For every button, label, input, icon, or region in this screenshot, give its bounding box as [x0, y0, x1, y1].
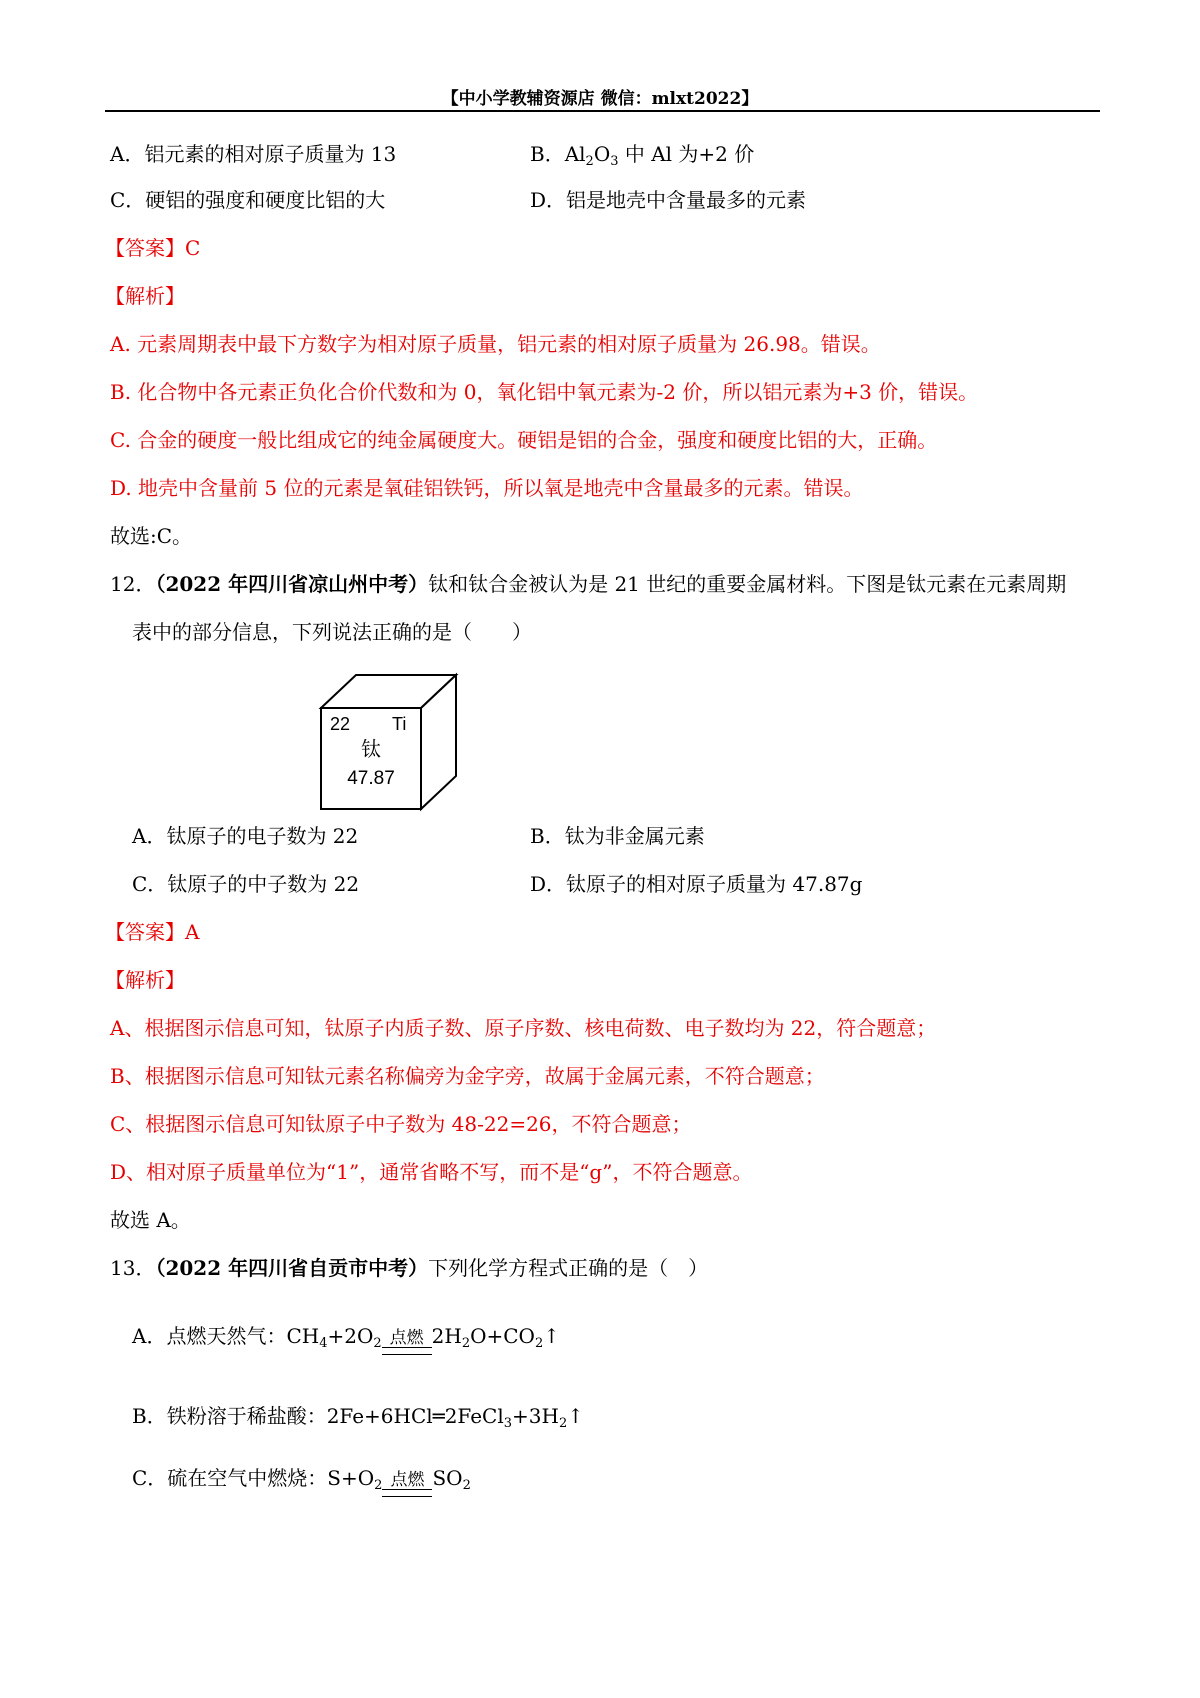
element-name: 钛 [361, 737, 381, 761]
q11-answer: 【答案】C [105, 236, 201, 260]
q12-analysis-title: 【解析】 [105, 968, 185, 992]
q12-stem-line1: 12．（2022 年四川省凉山州中考）钛和钛合金被认为是 21 世纪的重要金属材料。下图是钛元素在元素周期 [110, 572, 1067, 596]
q12-analysis-line: B、根据图示信息可知钛元素名称偏旁为金字旁，故属于金属元素，不符合题意； [110, 1064, 825, 1088]
q12-analysis-line: C、根据图示信息可知钛原子中子数为 48-22=26，不符合题意； [110, 1112, 692, 1136]
q11-option-a: A．铝元素的相对原子质量为 13 [110, 142, 397, 166]
q12-analysis-line: A、根据图示信息可知，钛原子内质子数、原子序数、核电荷数、电子数均为 22，符合题意； [110, 1016, 937, 1040]
q13-stem: 13．（2022 年四川省自贡市中考）下列化学方程式正确的是（ ） [110, 1256, 709, 1280]
q11-option-b: B．$Al_2O_3$ 中 Al 为+2 价 [530, 142, 755, 169]
q11-option-d: D．铝是地壳中含量最多的元素 [530, 188, 807, 212]
element-mass: 47.87 [347, 768, 395, 789]
header-rule [105, 110, 1100, 112]
q13-option-c: C．硫在空气中燃烧：$S+O_2$ 点燃 $SO_2$ [132, 1450, 471, 1506]
q12-answer: 【答案】A [105, 920, 200, 944]
q11-conclusion: 故选:C。 [110, 524, 193, 548]
q12-conclusion: 故选 A。 [110, 1208, 191, 1232]
q11-analysis-line: C. 合金的硬度一般比组成它的纯金属硬度大。硬铝是铝的合金，强度和硬度比铝的大，正确。 [110, 428, 938, 452]
q11-analysis-line: D. 地壳中含量前 5 位的元素是氧硅铝铁钙，所以氧是地壳中含量最多的元素。错误。 [110, 476, 864, 500]
q13-option-b: B．铁粉溶于稀盐酸：$2Fe+6HCl═2FeCl_3+3H_2↑$ [132, 1404, 585, 1431]
q12-analysis-line: D、相对原子质量单位为“1”，通常省略不写，而不是“g”，不符合题意。 [110, 1160, 753, 1184]
q12-option-b: B．钛为非金属元素 [530, 824, 705, 848]
q12-option-d: D．钛原子的相对原子质量为 47.87g [530, 872, 863, 896]
periodic-element-card [318, 672, 460, 814]
page-header: 【中小学教辅资源店 微信：mlxt2022】 [441, 89, 759, 109]
q11-analysis-line: A. 元素周期表中最下方数字为相对原子质量，铝元素的相对原子质量为 26.98。错误。 [110, 332, 881, 356]
q12-stem-line2: 表中的部分信息，下列说法正确的是（ ） [132, 620, 532, 644]
q11-analysis-title: 【解析】 [105, 284, 185, 308]
element-atomic-number: 22 [330, 714, 351, 734]
q12-option-a: A．钛原子的电子数为 22 [132, 824, 359, 848]
q13-option-a: A．点燃天然气：$CH_4+2O_2$ 点燃 $2H_2O+CO_2↑$ [132, 1308, 560, 1364]
q11-option-c: C．硬铝的强度和硬度比铝的大 [110, 188, 386, 212]
q11-analysis-line: B. 化合物中各元素正负化合价代数和为 0，氧化铝中氧元素为-2 价，所以铝元素为+3 价，错误。 [110, 380, 979, 404]
q12-option-c: C．钛原子的中子数为 22 [132, 872, 360, 896]
reaction-condition-mark: 点燃 [382, 1329, 432, 1364]
element-symbol: Ti [392, 714, 407, 734]
reaction-condition-mark: 点燃 [382, 1471, 432, 1506]
